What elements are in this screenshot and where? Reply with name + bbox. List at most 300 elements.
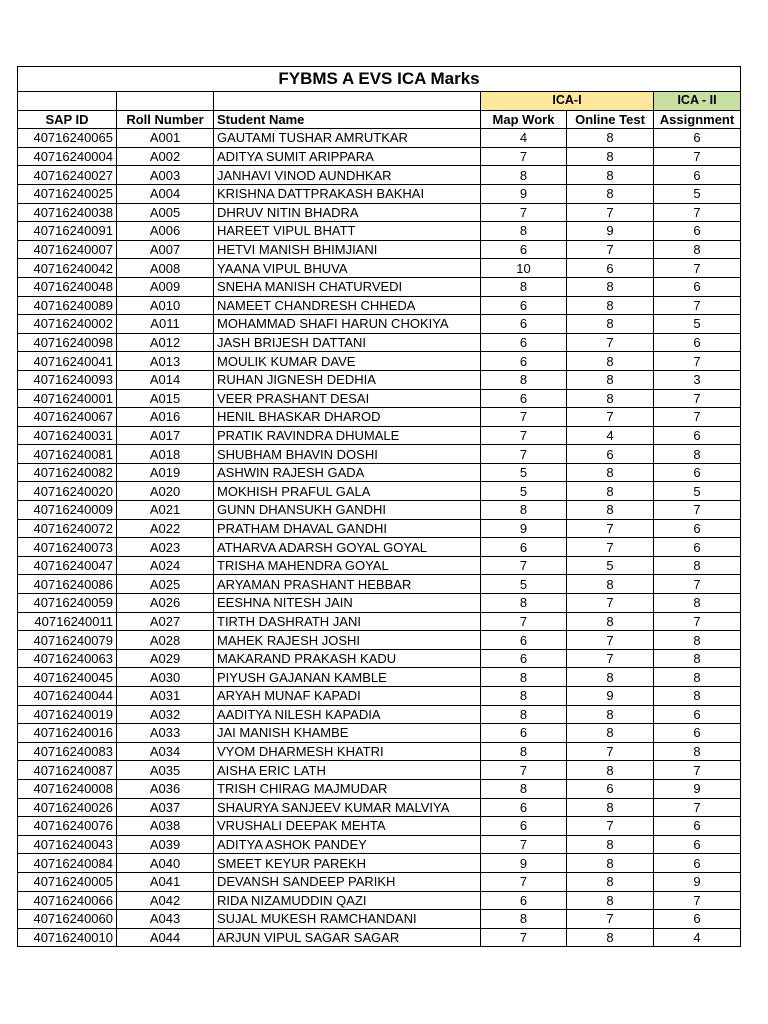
online-test-cell: 7: [567, 631, 654, 650]
assignment-header: Assignment: [654, 110, 741, 129]
assignment-cell: 7: [654, 575, 741, 594]
map-work-cell: 7: [481, 426, 567, 445]
roll-number-cell: A001: [117, 129, 214, 148]
map-work-cell: 6: [481, 649, 567, 668]
sap-id-cell: 40716240008: [18, 779, 117, 798]
table-row: [18, 296, 741, 315]
assignment-cell: 8: [654, 668, 741, 687]
assignment-cell: 9: [654, 872, 741, 891]
roll-number-cell: A043: [117, 910, 214, 929]
student-name-cell: MOULIK KUMAR DAVE: [214, 352, 481, 371]
map-work-cell: 7: [481, 203, 567, 222]
assignment-cell: 6: [654, 277, 741, 296]
roll-number-cell: A027: [117, 612, 214, 631]
student-name-cell: ARYAMAN PRASHANT HEBBAR: [214, 575, 481, 594]
assignment-cell: 8: [654, 649, 741, 668]
table-row: [18, 184, 741, 203]
map-work-cell: 8: [481, 705, 567, 724]
online-test-cell: 6: [567, 259, 654, 278]
sheet-title: FYBMS A EVS ICA Marks: [18, 67, 741, 92]
roll-number-cell: A003: [117, 166, 214, 185]
student-name-cell: MAKARAND PRAKASH KADU: [214, 649, 481, 668]
online-test-cell: 8: [567, 705, 654, 724]
sap-id-cell: 40716240091: [18, 222, 117, 241]
online-test-cell: 7: [567, 240, 654, 259]
table-row: [18, 631, 741, 650]
student-name-cell: MOKHISH PRAFUL GALA: [214, 482, 481, 501]
roll-number-cell: A031: [117, 687, 214, 706]
online-test-cell: 8: [567, 352, 654, 371]
table-row: [18, 370, 741, 389]
sap-id-cell: 40716240083: [18, 742, 117, 761]
roll-number-cell: A007: [117, 240, 214, 259]
table-row: [18, 854, 741, 873]
sap-id-cell: 40716240043: [18, 835, 117, 854]
table-row: [18, 259, 741, 278]
sap-id-cell: 40716240020: [18, 482, 117, 501]
assignment-cell: 6: [654, 854, 741, 873]
online-test-cell: 8: [567, 129, 654, 148]
map-work-cell: 6: [481, 538, 567, 557]
roll-number-cell: A035: [117, 761, 214, 780]
student-name-cell: ARJUN VIPUL SAGAR SAGAR: [214, 928, 481, 947]
sap-id-cell: 40716240019: [18, 705, 117, 724]
roll-number-cell: A015: [117, 389, 214, 408]
sap-id-cell: 40716240087: [18, 761, 117, 780]
student-name-cell: PIYUSH GAJANAN KAMBLE: [214, 668, 481, 687]
assignment-cell: 7: [654, 891, 741, 910]
roll-number-cell: A016: [117, 408, 214, 427]
roll-number-cell: A018: [117, 445, 214, 464]
map-work-cell: 7: [481, 445, 567, 464]
blank-cell: [117, 92, 214, 111]
map-work-cell: 6: [481, 333, 567, 352]
sap-id-cell: 40716240086: [18, 575, 117, 594]
student-name-cell: AADITYA NILESH KAPADIA: [214, 705, 481, 724]
roll-number-cell: A006: [117, 222, 214, 241]
sap-id-header: SAP ID: [18, 110, 117, 129]
assignment-cell: 7: [654, 761, 741, 780]
student-name-cell: HAREET VIPUL BHATT: [214, 222, 481, 241]
online-test-cell: 8: [567, 166, 654, 185]
roll-number-cell: A022: [117, 519, 214, 538]
online-test-cell: 8: [567, 296, 654, 315]
table-row: [18, 575, 741, 594]
roll-number-cell: A033: [117, 724, 214, 743]
student-name-cell: VRUSHALI DEEPAK MEHTA: [214, 817, 481, 836]
table-row: [18, 761, 741, 780]
table-row: [18, 594, 741, 613]
sap-id-cell: 40716240044: [18, 687, 117, 706]
roll-number-cell: A044: [117, 928, 214, 947]
sap-id-cell: 40716240042: [18, 259, 117, 278]
table-row: [18, 705, 741, 724]
online-test-cell: 8: [567, 668, 654, 687]
map-work-cell: 6: [481, 315, 567, 334]
online-test-cell: 9: [567, 222, 654, 241]
assignment-cell: 7: [654, 389, 741, 408]
table-row: [18, 891, 741, 910]
roll-number-cell: A038: [117, 817, 214, 836]
sap-id-cell: 40716240016: [18, 724, 117, 743]
map-work-cell: 7: [481, 872, 567, 891]
roll-number-cell: A004: [117, 184, 214, 203]
online-test-cell: 4: [567, 426, 654, 445]
student-name-cell: SUJAL MUKESH RAMCHANDANI: [214, 910, 481, 929]
online-test-cell: 8: [567, 389, 654, 408]
roll-number-cell: A020: [117, 482, 214, 501]
assignment-cell: 3: [654, 370, 741, 389]
online-test-cell: 8: [567, 315, 654, 334]
assignment-cell: 6: [654, 519, 741, 538]
map-work-cell: 4: [481, 129, 567, 148]
assignment-cell: 6: [654, 166, 741, 185]
assignment-cell: 7: [654, 408, 741, 427]
student-name-cell: JAI MANISH KHAMBE: [214, 724, 481, 743]
map-work-cell: 7: [481, 928, 567, 947]
assignment-cell: 6: [654, 817, 741, 836]
student-name-cell: SHAURYA SANJEEV KUMAR MALVIYA: [214, 798, 481, 817]
student-name-cell: AISHA ERIC LATH: [214, 761, 481, 780]
table-row: [18, 352, 741, 371]
map-work-cell: 9: [481, 854, 567, 873]
table-row: [18, 333, 741, 352]
sap-id-cell: 40716240098: [18, 333, 117, 352]
table-row: [18, 872, 741, 891]
roll-number-cell: A005: [117, 203, 214, 222]
map-work-cell: 6: [481, 724, 567, 743]
assignment-cell: 6: [654, 724, 741, 743]
map-work-cell: 7: [481, 408, 567, 427]
map-work-cell: 7: [481, 761, 567, 780]
assignment-cell: 7: [654, 259, 741, 278]
sap-id-cell: 40716240027: [18, 166, 117, 185]
online-test-cell: 7: [567, 203, 654, 222]
table-row: [18, 147, 741, 166]
roll-number-cell: A025: [117, 575, 214, 594]
student-name-cell: YAANA VIPUL BHUVA: [214, 259, 481, 278]
map-work-cell: 6: [481, 631, 567, 650]
table-row: [18, 315, 741, 334]
sap-id-cell: 40716240002: [18, 315, 117, 334]
sap-id-cell: 40716240073: [18, 538, 117, 557]
assignment-cell: 6: [654, 835, 741, 854]
student-name-cell: DHRUV NITIN BHADRA: [214, 203, 481, 222]
table-row: [18, 910, 741, 929]
roll-number-cell: A041: [117, 872, 214, 891]
student-name-header: Student Name: [214, 110, 481, 129]
roll-number-cell: A011: [117, 315, 214, 334]
map-work-cell: 8: [481, 668, 567, 687]
student-name-cell: HENIL BHASKAR DHAROD: [214, 408, 481, 427]
assignment-cell: 6: [654, 426, 741, 445]
assignment-cell: 7: [654, 296, 741, 315]
table-row: [18, 222, 741, 241]
roll-number-cell: A008: [117, 259, 214, 278]
online-test-cell: 5: [567, 556, 654, 575]
online-test-cell: 8: [567, 928, 654, 947]
roll-number-cell: A010: [117, 296, 214, 315]
online-test-cell: 8: [567, 370, 654, 389]
sap-id-cell: 40716240041: [18, 352, 117, 371]
map-work-cell: 8: [481, 594, 567, 613]
roll-number-cell: A032: [117, 705, 214, 724]
online-test-cell: 8: [567, 761, 654, 780]
online-test-cell: 8: [567, 463, 654, 482]
table-row: [18, 408, 741, 427]
student-name-cell: MAHEK RAJESH JOSHI: [214, 631, 481, 650]
map-work-cell: 6: [481, 296, 567, 315]
roll-number-cell: A012: [117, 333, 214, 352]
map-work-cell: 5: [481, 575, 567, 594]
map-work-cell: 7: [481, 147, 567, 166]
ica-1-group-header: ICA-I: [481, 92, 654, 111]
sap-id-cell: 40716240067: [18, 408, 117, 427]
student-name-cell: TIRTH DASHRATH JANI: [214, 612, 481, 631]
online-test-cell: 7: [567, 649, 654, 668]
assignment-cell: 7: [654, 203, 741, 222]
student-name-cell: SHUBHAM BHAVIN DOSHI: [214, 445, 481, 464]
sap-id-cell: 40716240031: [18, 426, 117, 445]
blank-cell: [18, 92, 117, 111]
sap-id-cell: 40716240060: [18, 910, 117, 929]
table-row: [18, 426, 741, 445]
map-work-cell: 6: [481, 389, 567, 408]
roll-number-cell: A037: [117, 798, 214, 817]
student-name-cell: ARYAH MUNAF KAPADI: [214, 687, 481, 706]
map-work-cell: 8: [481, 277, 567, 296]
map-work-cell: 8: [481, 910, 567, 929]
student-name-cell: PRATIK RAVINDRA DHUMALE: [214, 426, 481, 445]
sap-id-cell: 40716240059: [18, 594, 117, 613]
map-work-cell: 5: [481, 463, 567, 482]
online-test-cell: 7: [567, 817, 654, 836]
table-row: [18, 538, 741, 557]
roll-number-cell: A026: [117, 594, 214, 613]
assignment-cell: 7: [654, 147, 741, 166]
sap-id-cell: 40716240011: [18, 612, 117, 631]
sap-id-cell: 40716240084: [18, 854, 117, 873]
assignment-cell: 6: [654, 333, 741, 352]
online-test-cell: 8: [567, 835, 654, 854]
student-name-cell: SMEET KEYUR PAREKH: [214, 854, 481, 873]
student-name-cell: TRISH CHIRAG MAJMUDAR: [214, 779, 481, 798]
sap-id-cell: 40716240093: [18, 370, 117, 389]
student-name-cell: RUHAN JIGNESH DEDHIA: [214, 370, 481, 389]
table-row: [18, 240, 741, 259]
student-name-cell: JASH BRIJESH DATTANI: [214, 333, 481, 352]
roll-number-cell: A009: [117, 277, 214, 296]
online-test-cell: 8: [567, 575, 654, 594]
map-work-cell: 8: [481, 687, 567, 706]
table-row: [18, 556, 741, 575]
student-name-cell: GAUTAMI TUSHAR AMRUTKAR: [214, 129, 481, 148]
map-work-cell: 9: [481, 519, 567, 538]
student-name-cell: SNEHA MANISH CHATURVEDI: [214, 277, 481, 296]
table-row: [18, 817, 741, 836]
student-name-cell: VYOM DHARMESH KHATRI: [214, 742, 481, 761]
assignment-cell: 6: [654, 910, 741, 929]
sap-id-cell: 40716240009: [18, 501, 117, 520]
sap-id-cell: 40716240081: [18, 445, 117, 464]
roll-number-cell: A029: [117, 649, 214, 668]
assignment-cell: 6: [654, 463, 741, 482]
map-work-cell: 10: [481, 259, 567, 278]
table-row: [18, 724, 741, 743]
roll-number-cell: A017: [117, 426, 214, 445]
assignment-cell: 5: [654, 482, 741, 501]
assignment-cell: 8: [654, 240, 741, 259]
map-work-cell: 8: [481, 166, 567, 185]
map-work-cell: 6: [481, 352, 567, 371]
online-test-cell: 8: [567, 872, 654, 891]
table-row: [18, 649, 741, 668]
online-test-cell: 8: [567, 501, 654, 520]
online-test-cell: 8: [567, 277, 654, 296]
assignment-cell: 6: [654, 538, 741, 557]
student-name-cell: DEVANSH SANDEEP PARIKH: [214, 872, 481, 891]
student-name-cell: HETVI MANISH BHIMJIANI: [214, 240, 481, 259]
table-row: [18, 835, 741, 854]
online-test-cell: 7: [567, 408, 654, 427]
assignment-cell: 8: [654, 742, 741, 761]
map-work-cell: 6: [481, 891, 567, 910]
sap-id-cell: 40716240026: [18, 798, 117, 817]
roll-number-cell: A039: [117, 835, 214, 854]
roll-number-cell: A034: [117, 742, 214, 761]
roll-number-cell: A013: [117, 352, 214, 371]
map-work-cell: 8: [481, 222, 567, 241]
online-test-cell: 8: [567, 854, 654, 873]
roll-number-cell: A040: [117, 854, 214, 873]
online-test-cell: 7: [567, 742, 654, 761]
sap-id-cell: 40716240025: [18, 184, 117, 203]
map-work-cell: 7: [481, 612, 567, 631]
sap-id-cell: 40716240004: [18, 147, 117, 166]
assignment-cell: 8: [654, 445, 741, 464]
table-row: [18, 798, 741, 817]
student-name-cell: ADITYA SUMIT ARIPPARA: [214, 147, 481, 166]
sap-id-cell: 40716240089: [18, 296, 117, 315]
table-row: [18, 519, 741, 538]
map-work-header: Map Work: [481, 110, 567, 129]
table-row: [18, 389, 741, 408]
student-name-cell: VEER PRASHANT DESAI: [214, 389, 481, 408]
map-work-cell: 8: [481, 501, 567, 520]
table-row: [18, 203, 741, 222]
sap-id-cell: 40716240048: [18, 277, 117, 296]
online-test-cell: 8: [567, 147, 654, 166]
sap-id-cell: 40716240076: [18, 817, 117, 836]
marks-table: [17, 66, 741, 947]
table-row: [18, 668, 741, 687]
assignment-cell: 8: [654, 687, 741, 706]
assignment-cell: 7: [654, 352, 741, 371]
map-work-cell: 9: [481, 184, 567, 203]
map-work-cell: 8: [481, 370, 567, 389]
assignment-cell: 5: [654, 184, 741, 203]
sap-id-cell: 40716240065: [18, 129, 117, 148]
map-work-cell: 7: [481, 556, 567, 575]
sap-id-cell: 40716240066: [18, 891, 117, 910]
table-row: [18, 928, 741, 947]
assignment-cell: 8: [654, 631, 741, 650]
table-row: [18, 501, 741, 520]
roll-number-cell: A023: [117, 538, 214, 557]
map-work-cell: 6: [481, 240, 567, 259]
student-name-cell: ASHWIN RAJESH GADA: [214, 463, 481, 482]
student-name-cell: PRATHAM DHAVAL GANDHI: [214, 519, 481, 538]
roll-number-cell: A021: [117, 501, 214, 520]
sap-id-cell: 40716240005: [18, 872, 117, 891]
assignment-cell: 7: [654, 612, 741, 631]
assignment-cell: 7: [654, 798, 741, 817]
online-test-cell: 8: [567, 482, 654, 501]
table-row: [18, 742, 741, 761]
student-name-cell: EESHNA NITESH JAIN: [214, 594, 481, 613]
table-row: [18, 612, 741, 631]
online-test-cell: 8: [567, 184, 654, 203]
roll-number-cell: A002: [117, 147, 214, 166]
map-work-cell: 6: [481, 798, 567, 817]
assignment-cell: 8: [654, 594, 741, 613]
online-test-cell: 7: [567, 594, 654, 613]
assignment-cell: 7: [654, 501, 741, 520]
blank-cell: [214, 92, 481, 111]
student-name-cell: ADITYA ASHOK PANDEY: [214, 835, 481, 854]
online-test-cell: 8: [567, 891, 654, 910]
online-test-cell: 7: [567, 910, 654, 929]
map-work-cell: 8: [481, 742, 567, 761]
map-work-cell: 5: [481, 482, 567, 501]
online-test-cell: 6: [567, 779, 654, 798]
roll-number-header: Roll Number: [117, 110, 214, 129]
online-test-cell: 8: [567, 798, 654, 817]
sap-id-cell: 40716240045: [18, 668, 117, 687]
assignment-cell: 8: [654, 556, 741, 575]
roll-number-cell: A019: [117, 463, 214, 482]
student-name-cell: KRISHNA DATTPRAKASH BAKHAI: [214, 184, 481, 203]
student-name-cell: RIDA NIZAMUDDIN QAZI: [214, 891, 481, 910]
online-test-cell: 7: [567, 538, 654, 557]
online-test-header: Online Test: [567, 110, 654, 129]
sap-id-cell: 40716240007: [18, 240, 117, 259]
marks-rows: [18, 129, 741, 947]
online-test-cell: 9: [567, 687, 654, 706]
ica-2-group-header: ICA - II: [654, 92, 741, 111]
student-name-cell: JANHAVI VINOD AUNDHKAR: [214, 166, 481, 185]
roll-number-cell: A014: [117, 370, 214, 389]
online-test-cell: 6: [567, 445, 654, 464]
roll-number-cell: A036: [117, 779, 214, 798]
roll-number-cell: A030: [117, 668, 214, 687]
roll-number-cell: A024: [117, 556, 214, 575]
map-work-cell: 7: [481, 835, 567, 854]
assignment-cell: 4: [654, 928, 741, 947]
online-test-cell: 7: [567, 519, 654, 538]
table-row: [18, 277, 741, 296]
table-row: [18, 166, 741, 185]
table-row: [18, 445, 741, 464]
student-name-cell: GUNN DHANSUKH GANDHI: [214, 501, 481, 520]
online-test-cell: 8: [567, 724, 654, 743]
table-row: [18, 463, 741, 482]
table-row: [18, 482, 741, 501]
student-name-cell: TRISHA MAHENDRA GOYAL: [214, 556, 481, 575]
sap-id-cell: 40716240063: [18, 649, 117, 668]
student-name-cell: NAMEET CHANDRESH CHHEDA: [214, 296, 481, 315]
table-row: [18, 779, 741, 798]
